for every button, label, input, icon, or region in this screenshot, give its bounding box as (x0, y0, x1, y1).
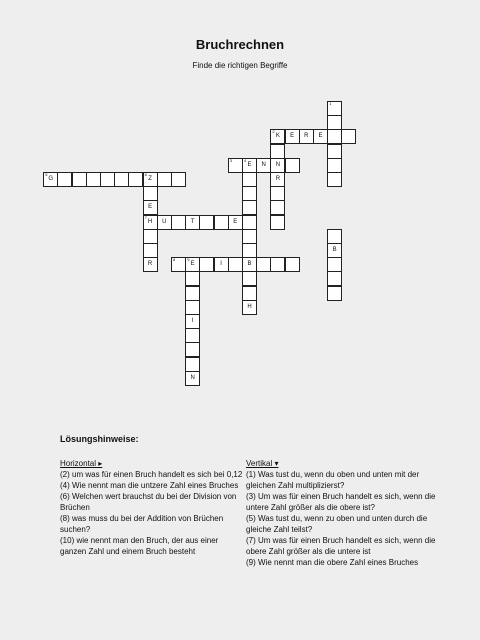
clue-number: 3 (229, 157, 233, 163)
clue-horizontal: (4) Wie nennt man die untzere Zahl eines Bruches (60, 481, 239, 490)
crossword-cell[interactable] (228, 257, 243, 272)
page-title: Bruchrechnen (195, 37, 285, 52)
vertical-clues-heading: Vertikal ▾ (246, 459, 279, 468)
crossword-cell[interactable] (327, 271, 342, 286)
cell-letter: T (190, 218, 195, 225)
crossword-cell[interactable] (157, 172, 172, 187)
crossword-cell[interactable] (199, 257, 214, 272)
cell-letter: E (290, 133, 295, 140)
clue-vertical: (7) Um was für einen Bruch handelt es sich, wenn die obere Zahl größer als die untere ist (246, 536, 436, 556)
crossword-cell[interactable] (327, 101, 342, 116)
crossword-cell[interactable] (143, 186, 158, 201)
clue-vertical: (5) Was tust du, wenn zu oben und unten durch die gleiche Zahl teilst? (246, 514, 428, 534)
clue-horizontal: (8) was muss du bei der Addition von Brüchen suchen? (60, 514, 224, 534)
cell-letter: E (247, 161, 252, 168)
crossword-cell[interactable] (256, 257, 271, 272)
crossword-cell[interactable] (256, 158, 271, 173)
crossword-cell[interactable] (242, 229, 257, 244)
cell-letter: H (147, 218, 153, 225)
crossword-cell[interactable] (327, 158, 342, 173)
crossword-cell[interactable] (285, 257, 300, 272)
crossword-cell[interactable] (242, 257, 257, 272)
crossword-cell[interactable] (270, 172, 285, 187)
crossword-cell[interactable] (185, 314, 200, 329)
crossword-cell[interactable] (86, 172, 101, 187)
cell-letter: U (162, 218, 167, 225)
crossword-cell[interactable] (327, 243, 342, 258)
crossword-cell[interactable] (270, 215, 285, 230)
crossword-cell[interactable] (72, 172, 87, 187)
clue-vertical: (3) Um was für einen Bruch handelt es sich, wenn die untere Zahl größer als die obere ist? (246, 492, 436, 512)
clue-vertical: (9) Wie nennt man die obere Zahl eines Bruches (246, 558, 419, 567)
crossword-cell[interactable] (143, 200, 158, 215)
clue-number: 9 (187, 257, 190, 263)
cell-letter: R (275, 176, 281, 182)
cell-letter: G (48, 176, 54, 182)
cell-letter: E (148, 204, 153, 211)
crossword-cell[interactable] (185, 342, 200, 357)
page-subtitle: Finde die richtigen Begriffe (192, 61, 288, 70)
clue-number: 7 (144, 214, 147, 220)
crossword-cell[interactable] (270, 200, 285, 215)
cell-letter: I (191, 318, 194, 324)
crossword-cell[interactable] (327, 129, 342, 144)
clue-horizontal: (6) Welchen wert brauchst du bei der Division von Brüchen (60, 492, 237, 512)
crossword-cell[interactable] (242, 215, 257, 230)
crossword-cell[interactable] (100, 172, 115, 187)
crossword-cell[interactable] (128, 172, 143, 187)
crossword-cell[interactable] (270, 158, 285, 173)
crossword-cell[interactable] (214, 257, 229, 272)
crossword-cell[interactable] (143, 172, 158, 187)
cell-letter: R (147, 261, 153, 268)
crossword-cell[interactable] (185, 271, 200, 286)
crossword-cell[interactable] (171, 257, 186, 272)
crossword-cell[interactable] (270, 129, 285, 144)
crossword-cell[interactable] (242, 158, 257, 173)
crossword-cell[interactable] (242, 300, 257, 315)
cell-letter: B (332, 247, 337, 253)
crossword-cell[interactable] (327, 144, 342, 159)
crossword-cell[interactable] (327, 286, 342, 301)
crossword-cell[interactable] (242, 286, 257, 301)
crossword-cell[interactable] (157, 215, 172, 230)
crossword-cell[interactable] (228, 215, 243, 230)
crossword-cell[interactable] (299, 129, 314, 144)
clue-horizontal: (2) um was für einen Bruch handelt es sich bei 0,12 (60, 470, 243, 479)
crossword-cell[interactable] (185, 357, 200, 372)
crossword-cell[interactable] (114, 172, 129, 187)
crossword-cell[interactable] (43, 172, 58, 187)
crossword-cell[interactable] (185, 300, 200, 315)
clue-vertical: (1) Was tust du, wenn du oben und unten mit der gleichen Zahl multiplizierst? (246, 470, 420, 490)
crossword-cell[interactable] (242, 172, 257, 187)
crossword-cell[interactable] (242, 271, 257, 286)
crossword-cell[interactable] (285, 129, 300, 144)
cell-letter: H (247, 303, 252, 310)
crossword-cell[interactable] (171, 215, 186, 230)
crossword-cell[interactable] (242, 200, 257, 215)
crossword-cell[interactable] (270, 144, 285, 159)
crossword-cell[interactable] (270, 186, 285, 201)
crossword-cell[interactable] (214, 215, 229, 230)
crossword-cell[interactable] (313, 129, 328, 144)
crossword-cell[interactable] (185, 257, 200, 272)
crossword-cell[interactable] (143, 243, 158, 258)
crossword-cell[interactable] (171, 172, 186, 187)
clue-number: 1 (329, 101, 332, 106)
crossword-cell[interactable] (228, 158, 243, 173)
crossword-cell[interactable] (143, 229, 158, 244)
crossword-cell[interactable] (327, 115, 342, 130)
crossword-cell[interactable] (242, 186, 257, 201)
crossword-cell[interactable] (270, 257, 285, 272)
crossword-cell[interactable] (285, 158, 300, 173)
cell-letter: B (247, 261, 252, 268)
crossword-cell[interactable] (143, 215, 158, 230)
crossword-cell[interactable] (327, 257, 342, 272)
clue-number: 5 (45, 172, 48, 177)
cell-letter: Z (148, 176, 152, 182)
crossword-cell[interactable] (185, 371, 200, 386)
horizontal-clues (60, 458, 245, 557)
hints-heading: Lösungshinweise: (60, 434, 139, 444)
cell-letter: N (275, 161, 281, 168)
crossword-cell[interactable] (341, 129, 356, 144)
cell-letter: E (318, 133, 323, 140)
clue-number: 8 (173, 257, 176, 263)
crossword-cell[interactable] (143, 257, 158, 272)
crossword-cell[interactable] (242, 243, 257, 258)
clue-number: 2 (272, 129, 275, 135)
clue-horizontal: (10) wie nennt man den Bruch, der aus einer ganzen Zahl und einem Bruch besteht (60, 536, 219, 556)
crossword-cell[interactable] (199, 215, 214, 230)
cell-letter: N (190, 374, 195, 381)
crossword-cell[interactable] (57, 172, 72, 187)
horizontal-clues-heading: Horizontal ▸ (60, 459, 103, 468)
vertical-clues (246, 458, 442, 568)
cell-letter: K (275, 133, 280, 140)
cell-letter: R (304, 133, 309, 140)
crossword-cell[interactable] (327, 172, 342, 187)
cell-letter: E (233, 218, 238, 225)
cell-letter: N (261, 161, 266, 168)
crossword-cell[interactable] (185, 215, 200, 230)
crossword-cell[interactable] (327, 229, 342, 244)
crossword-cell[interactable] (185, 328, 200, 343)
crossword-cell[interactable] (185, 286, 200, 301)
clue-number: 6 (144, 172, 147, 177)
clue-number: 4 (244, 157, 247, 163)
cell-letter: E (190, 261, 195, 268)
cell-letter: I (220, 261, 222, 268)
